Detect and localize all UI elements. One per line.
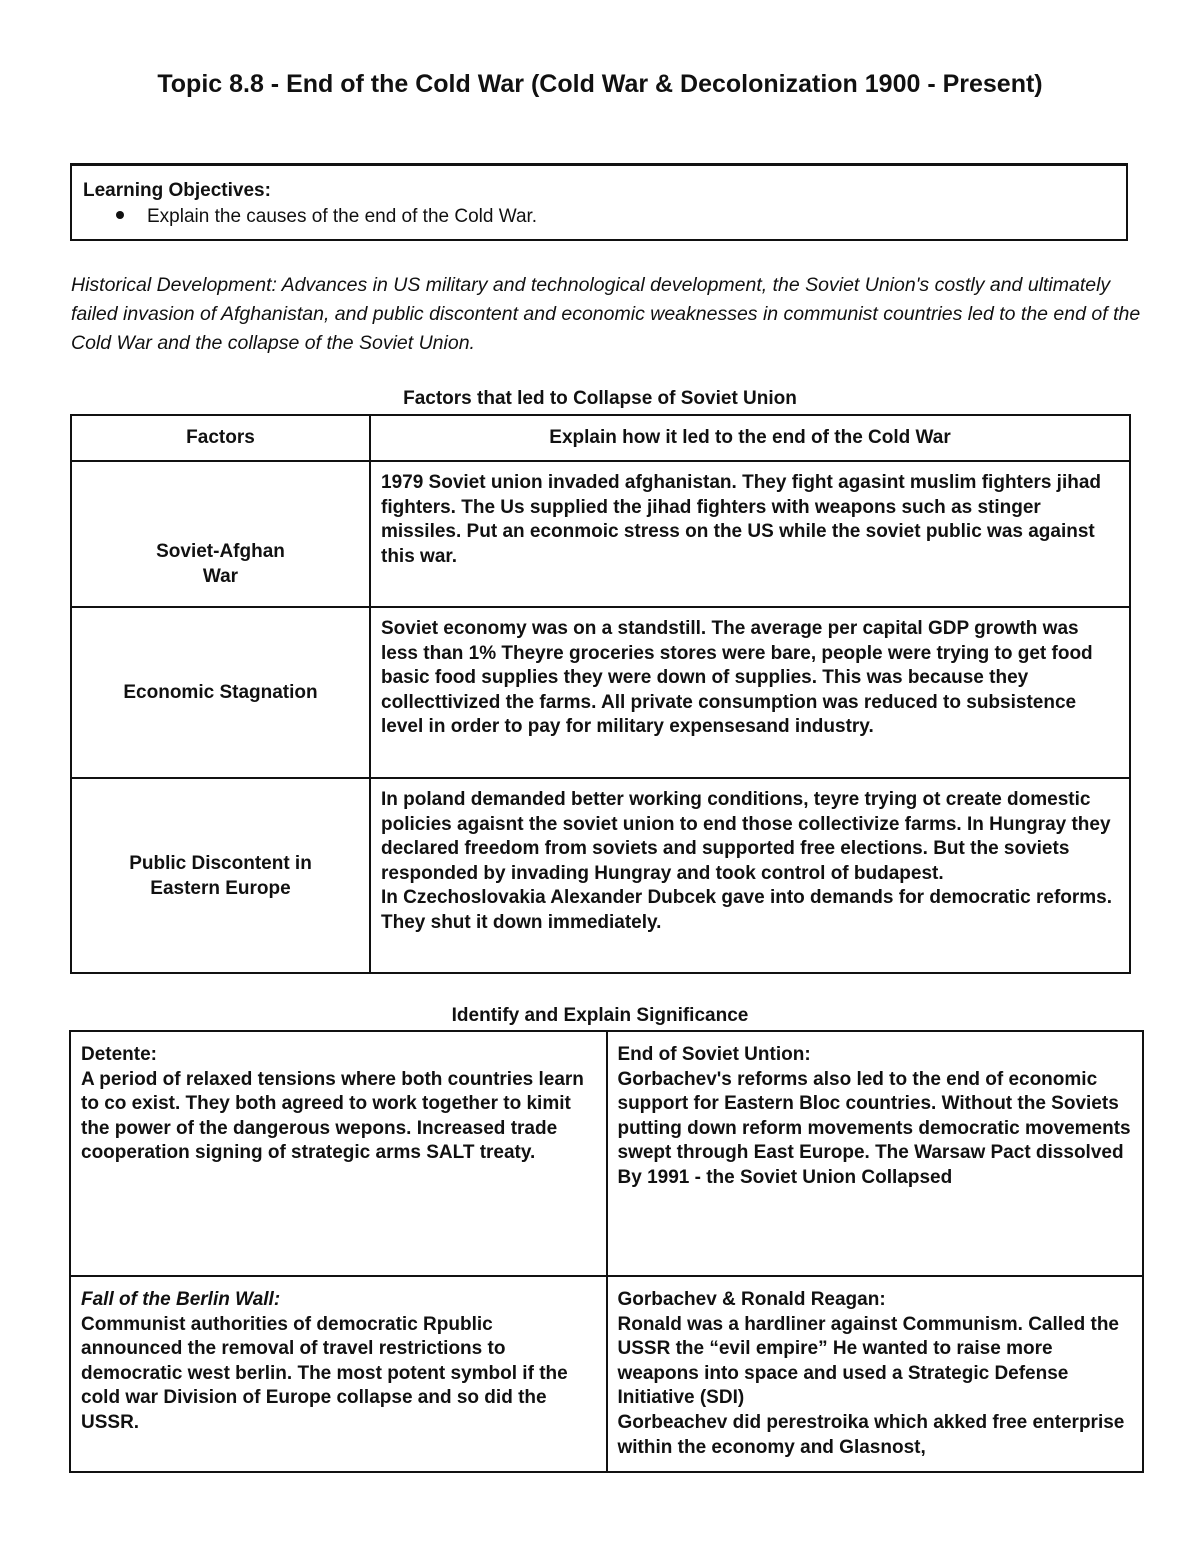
factor-label: Soviet-Afghan War (156, 541, 285, 587)
significance-cell-detente (70, 1031, 607, 1276)
learning-objective-text: Explain the causes of the end of the Cold War. (147, 206, 538, 227)
factor-cell: Economic Stagnation (71, 607, 370, 778)
historical-development: Historical Development: Advances in US military and technological development, the Soviet Union's costly and ultimately failed invasion of Afghanistan, and public discontent and economic weaknesses in communist countries led to the end of the Cold War and the collapse of the Soviet Union. (71, 274, 1141, 354)
significance-caption: Identify and Explain Significance (451, 1005, 749, 1026)
significance-title: Gorbachev & Ronald Reagan: (617, 1289, 886, 1310)
factor-label: Public Discontent in Eastern Europe (129, 852, 312, 899)
learning-objectives-box (70, 163, 1128, 241)
significance-body: Ronald was a hardliner against Communism. Called the USSR the “evil empire” He wanted to raise more weapons into space and used a Strategic Defense Initiative (SDI) (617, 1313, 1119, 1409)
table-header-row (71, 415, 1130, 461)
table-row (70, 1031, 1143, 1276)
significance-body: Communist authorities of democratic Rpublic announced the removal of travel restrictions to democratic west berlin. The most potent symbol if the cold war Division of Europe collapse and so did the USSR. (81, 1313, 568, 1433)
significance-title: Detente: (81, 1044, 158, 1065)
table-row (70, 1276, 1143, 1472)
explanation-cell: 1979 Soviet union invaded afghanistan. They fight agasint muslim fighters jihad fighters. The Us supplied the jihad fighters with weapons such as stinger missiles. Put an econmoic stress on the US while the soviet public was against this war. (370, 461, 1130, 607)
significance-body: A period of relaxed tensions where both countries learn to co exist. They both agreed to work together to kimit the power of the dangerous wepons. Increased trade cooperation signing of strategic arms SALT treaty. (81, 1068, 584, 1164)
factor-cell (71, 461, 370, 607)
column-header-factors: Factors (71, 415, 370, 461)
column-header-explanation: Explain how it led to the end of the Cold War (370, 415, 1130, 461)
page-title: Topic 8.8 - End of the Cold War (Cold War & Decolonization 1900 - Present) (157, 70, 1043, 98)
significance-cell-end-of-soviet-union (607, 1031, 1144, 1276)
table-row (71, 461, 1130, 607)
learning-objective-item (116, 206, 537, 228)
factors-caption: Factors that led to Collapse of Soviet Union (403, 388, 797, 409)
table-row (71, 607, 1130, 778)
explanation-cell: Soviet economy was on a standstill. The average per capital GDP growth was less than 1% Theyre groceries stores were bare, people were trying to get food basic food supplies they were down of supplies. This was because they collecttivized the farms. All private consumption was reduced to subsistence level in order to pay for military expensesand industry. (370, 607, 1130, 778)
factor-cell (71, 778, 370, 973)
explanation-text: In poland demanded better working conditions, teyre trying ot create domestic policies agaisnt the soviet union to end those collectivize farms. In Hungray they declared freedom from soviets and supported free elections. But the soviets responded by invading Hungray and took control of budapest. (381, 789, 1111, 884)
bullet-icon (116, 211, 124, 219)
significance-cell-berlin-wall (70, 1276, 607, 1472)
significance-body: Gorbachev's reforms also led to the end of economic support for Eastern Bloc countries. Without the Soviets putting down reform movements democratic movements swept through East Europe. The Warsaw Pact dissolved By 1991 - the Soviet Union Collapsed (617, 1068, 1131, 1188)
explanation-text: In Czechoslovakia Alexander Dubcek gave into demands for democratic reforms. They shut it down immediately. (381, 887, 1113, 933)
significance-title: End of Soviet Untion: (617, 1044, 811, 1065)
significance-cell-gorbachev-reagan (607, 1276, 1144, 1472)
learning-objectives-heading: Learning Objectives: (83, 180, 271, 201)
significance-title: Fall of the Berlin Wall: (81, 1289, 281, 1310)
significance-body: Gorbeachev did perestroika which akked free enterprise within the economy and Glasnost, (617, 1411, 1125, 1458)
significance-table (69, 1030, 1144, 1473)
factors-table (70, 414, 1131, 974)
table-row (71, 778, 1130, 973)
explanation-cell (370, 778, 1130, 973)
